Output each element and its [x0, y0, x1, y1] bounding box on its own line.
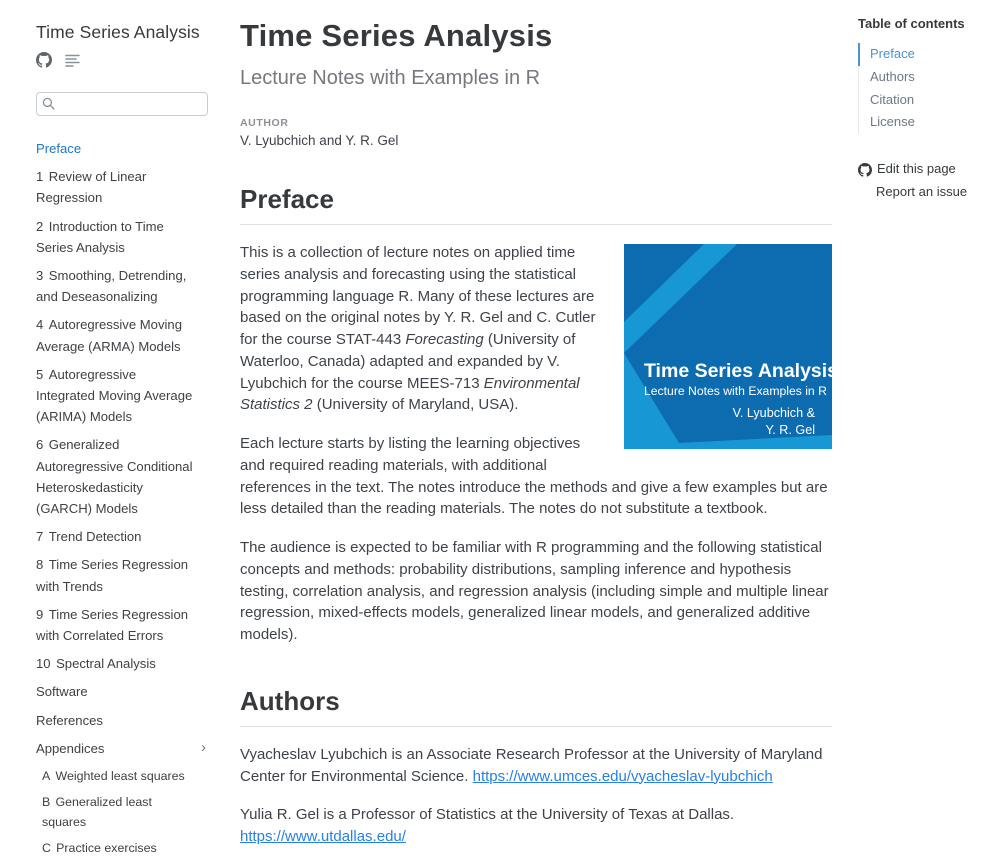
chapter-number: 3 — [36, 268, 44, 284]
sidebar — [0, 0, 212, 856]
section-heading-authors: Authors — [240, 686, 832, 727]
sidebar-item-preface[interactable] — [36, 138, 208, 159]
sidebar-item-label: Autoregressive Integrated Moving Average (ARIMA) Models — [36, 366, 193, 425]
page-title: Time Series Analysis — [240, 18, 553, 53]
sidebar-item-review-of-linear-regression[interactable] — [36, 166, 208, 208]
sidebar-item-autoregressive-integrated-moving-average-arima-models[interactable] — [36, 364, 208, 428]
chapter-number: A — [42, 769, 51, 784]
chapter-number: 6 — [36, 437, 44, 453]
authors-paragraph-1: Vyacheslav Lyubchich is an Associate Research Professor at the University of Maryland Center for Environmental Science. https://www.umces.edu/vyacheslav-lyubchich — [240, 745, 823, 785]
sidebar-item-label: Time Series Regression with Correlated Errors — [36, 606, 189, 644]
section-heading-preface: Preface — [240, 184, 832, 225]
chapter-number: 7 — [36, 529, 44, 545]
sidebar-book-title[interactable]: Time Series Analysis — [36, 22, 200, 42]
sidebar-item-label: Generalized least squares — [42, 795, 152, 830]
chapter-number: 8 — [36, 557, 44, 573]
sidebar-nav — [36, 138, 208, 858]
book-cover-image — [624, 243, 839, 450]
chapter-number: 5 — [36, 366, 44, 382]
sidebar-item-software[interactable] — [36, 681, 208, 702]
main-content — [212, 0, 839, 845]
preface-body — [240, 242, 839, 646]
search-icon — [42, 97, 55, 115]
edit-this-page-link[interactable] — [858, 160, 1000, 179]
sidebar-item-label: Trend Detection — [48, 529, 142, 545]
external-link[interactable]: https://www.utdallas.edu/ — [240, 828, 406, 845]
sidebar-item-time-series-regression-with-correlated-errors[interactable] — [36, 604, 208, 646]
sidebar-item-label: Weighted least squares — [55, 769, 185, 784]
report-an-issue-link[interactable] — [858, 183, 1000, 202]
sidebar-item-label: Introduction to Time Series Analysis — [36, 218, 164, 255]
chapter-number: 2 — [36, 218, 44, 234]
sidebar-item-label: Practice exercises — [56, 841, 157, 856]
sidebar-item-label: Software — [36, 684, 88, 700]
sidebar-tools — [36, 52, 208, 68]
sidebar-item-label: Generalized Autoregressive Conditional Heteroskedasticity (GARCH) Models — [36, 437, 193, 517]
sidebar-item-label: Appendices — [36, 740, 105, 756]
github-icon — [858, 163, 872, 177]
sidebar-item-spectral-analysis[interactable] — [36, 653, 208, 674]
sidebar-item-weighted-least-squares[interactable] — [42, 766, 208, 786]
sidebar-item-references[interactable] — [36, 710, 208, 731]
preface-paragraph-1: This is a collection of lecture notes on applied time series analysis and forecasting using the statistical programming language R. Many of these lectures are based on the original notes by Y. R. Gel and C. Cutler for the course STAT-443 Forecasting (University of Waterloo, Canada) adapted and expanded by V. Lyubchich for the course MEES-713 Environmental Statistics 2 (University of Maryland, USA). — [240, 244, 596, 414]
chevron-right-icon[interactable]: › — [201, 738, 206, 756]
author-names: V. Lyubchich and Y. R. Gel — [240, 133, 399, 148]
preface-paragraph-3: The audience is expected to be familiar with R programming and the following statistical concepts and methods: probability distributions, sampling inference and hypothesis testing, correlation analysis, and regression analysis (including simple and multiple linear regression, mixed-effects models, generalized linear models, and generalized additive models). — [240, 539, 829, 643]
sidebar-item-label: References — [36, 712, 103, 728]
toc-item-preface[interactable]: Preface — [858, 43, 1000, 66]
sidebar-item-smoothing-detrending-and-deseasonalizing[interactable] — [36, 265, 208, 307]
sidebar-item-label: Autoregressive Moving Average (ARMA) Models — [36, 317, 182, 354]
sidebar-item-introduction-to-time-series-analysis[interactable] — [36, 216, 208, 258]
reader-mode-icon[interactable] — [65, 53, 80, 67]
external-link[interactable]: https://www.umces.edu/vyacheslav-lyubchich — [472, 767, 773, 785]
sidebar-item-label: Time Series Regression with Trends — [36, 557, 189, 594]
toc-tools — [858, 160, 1000, 202]
sidebar-item-trend-detection[interactable] — [36, 526, 208, 547]
sidebar-item-label: Review of Linear Regression — [36, 169, 147, 206]
sidebar-item-time-series-regression-with-trends[interactable] — [36, 554, 208, 596]
search-input[interactable] — [36, 92, 208, 116]
sidebar-item-label: Smoothing, Detrending, and Deseasonalizing — [36, 268, 187, 305]
edit-this-page-label: Edit this page — [877, 161, 956, 177]
sidebar-item-generalized-least-squares[interactable] — [42, 792, 208, 832]
sidebar-item-practice-exercises[interactable] — [42, 838, 208, 858]
chapter-number: 10 — [36, 656, 51, 672]
sidebar-item-autoregressive-moving-average-arma-models[interactable] — [36, 314, 208, 356]
cover-author-line1: V. Lyubchich & — [732, 406, 815, 420]
chapter-number: B — [42, 795, 51, 810]
author-label: AUTHOR — [240, 117, 289, 129]
toc-item-license[interactable]: License — [858, 111, 1000, 134]
chapter-number: 4 — [36, 317, 44, 333]
search-box — [36, 92, 208, 116]
report-an-issue-label: Report an issue — [876, 184, 968, 200]
toc-panel — [832, 0, 1000, 747]
chapter-number: C — [42, 841, 51, 856]
chapter-number: 9 — [36, 606, 44, 622]
sidebar-item-label: Spectral Analysis — [56, 656, 156, 672]
sidebar-item-appendices[interactable] — [36, 738, 208, 759]
page-subtitle: Lecture Notes with Examples in R — [240, 67, 541, 89]
toc-heading: Table of contents — [858, 16, 965, 31]
chapter-number: 1 — [36, 169, 44, 185]
sidebar-item-generalized-autoregressive-conditional-heteroskedasticity-garch-models[interactable] — [36, 434, 208, 519]
cover-subtitle: Lecture Notes with Examples in R — [644, 384, 827, 398]
authors-paragraph-2: Yulia R. Gel is a Professor of Statistics at the University of Texas at Dallas. https://www.utdallas.edu/ — [240, 806, 735, 845]
toc-list — [858, 43, 1000, 134]
toc-item-authors[interactable]: Authors — [858, 66, 1000, 89]
cover-title: Time Series Analysis — [644, 360, 839, 382]
sidebar-item-label: Preface — [36, 141, 82, 156]
toc-item-citation[interactable]: Citation — [858, 89, 1000, 112]
cover-author-line2: Y. R. Gel — [765, 423, 815, 437]
github-icon[interactable] — [36, 52, 52, 68]
preface-paragraph-2: Each lecture starts by listing the learning objectives and required reading materials, with additional references in the text. The notes introduce the methods and give a few examples but are less detailed than the reading materials. The notes do not substitute a textbook. — [240, 435, 828, 518]
